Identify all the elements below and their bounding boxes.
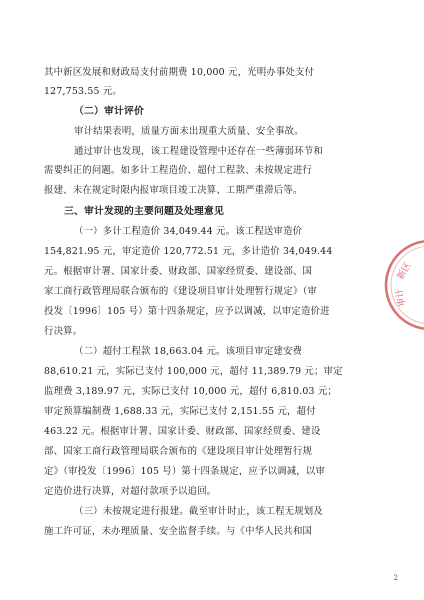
page-number: 2 <box>393 574 398 582</box>
text-line: 部、国家工商行政管理局联合颁布的《建设项目审计处理暂行规 <box>44 446 313 457</box>
text-line: （一）多计工程造价 34,049.44 元。该工程送审造价 <box>74 226 303 237</box>
text-line: 463.22 元。根据审计署、国家计委、财政部、国家经贸委、建设 <box>44 426 321 437</box>
text-line: 行决算。 <box>44 326 83 337</box>
text-line: 家工商行政管理局联合颁布的《建设项目审计处理暂行规定》（审 <box>44 286 317 297</box>
text-line: 通过审计也发现，该工程建设管理中还存在一些薄弱环节和 <box>74 146 323 157</box>
text-line: 投发〔1996〕105 号）第十四条规定，应予以调减，以审定造价进 <box>44 306 330 317</box>
svg-text:审计: 审计 <box>394 287 408 308</box>
text-line: 监理费 3,189.97 元，实际已支付 10,000 元，超付 6,810.03 元； <box>44 386 337 397</box>
text-line: 定》（审投发〔1996〕105 号）第十四条规定，应予以调减，以审 <box>44 466 326 477</box>
section-heading: （二）审计评价 <box>74 106 144 117</box>
text-line: 其中新区发展和财政局支付前期费 10,000 元，光明办事处支付 <box>44 67 315 78</box>
text-line: 154,821.95 元，审定造价 120,772.51 元，多计造价 34,049.44 <box>44 246 333 257</box>
text-line: 元。根据审计署、国家计委、财政部、国家经贸委、建设部、国 <box>44 266 313 277</box>
official-seal <box>382 224 424 346</box>
text-line: 127,753.55 元。 <box>44 86 123 97</box>
svg-text:新区: 新区 <box>395 260 414 282</box>
text-line: 定造价进行决算，对超付款项予以追回。 <box>44 486 217 497</box>
text-line: （二）超付工程款 18,663.04 元。该项目审定建安费 <box>74 346 303 357</box>
seal-stamp-graphic <box>382 224 424 346</box>
text-line: 审计结果表明，质量方面未出现重大质量、安全事故。 <box>74 126 304 137</box>
text-line: 88,610.21 元，实际已支付 100,000 元，超付 11,389.79 元；审定 <box>44 366 343 377</box>
text-line: 报建、未在规定时限内报审项目竣工决算、工期严重滞后等。 <box>44 185 303 196</box>
section-heading: 三、审计发现的主要问题及处理意见 <box>64 206 224 217</box>
text-line: 施工许可证，未办理质量、安全监督手续。与《中华人民共和国 <box>44 526 313 537</box>
text-line: （三）未按规定进行报建。截至审计时止，该工程无规划及 <box>74 506 323 517</box>
text-line: 审定预算编制费 1,688.33 元，实际已支付 2,151.55 元，超付 <box>44 406 316 417</box>
text-line: 需要纠正的问题。如多计工程造价、超付工程款、未按规定进行 <box>44 165 313 176</box>
